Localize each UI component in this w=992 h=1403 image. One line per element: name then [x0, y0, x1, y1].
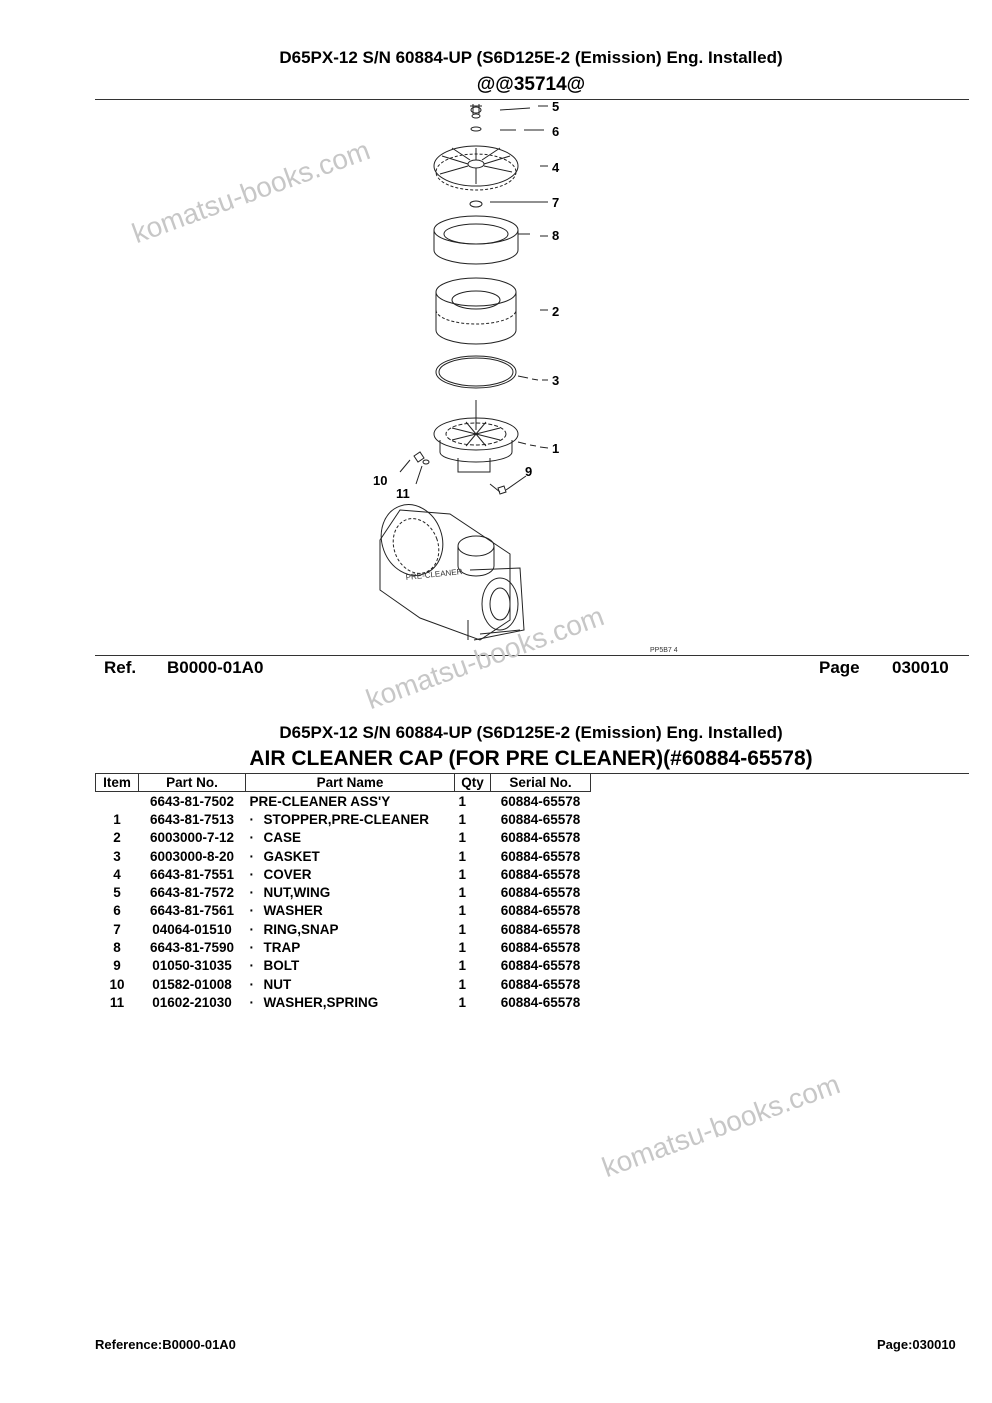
watermark: komatsu-books.com: [128, 134, 375, 250]
cell-name-text: NUT: [263, 976, 292, 992]
cell-name-text: RING,SNAP: [263, 921, 339, 937]
header-part-no: Part No.: [139, 774, 246, 792]
header-part-name: Part Name: [246, 774, 455, 792]
callout-10: 10: [373, 473, 388, 488]
exploded-parts-diagram: [340, 99, 678, 660]
page-label: Page: [819, 658, 860, 677]
bolt-part: [490, 484, 506, 494]
table-row: [96, 993, 591, 1011]
cell-serial: 60884-65578: [500, 830, 581, 846]
table-row: [96, 975, 591, 993]
ref-label: Ref.: [104, 658, 137, 677]
callout-4: 4: [552, 160, 560, 175]
footer-page: Page:030010: [877, 1337, 956, 1352]
hierarchy-dot: ·: [249, 921, 254, 937]
cell-qty: 1: [458, 976, 467, 992]
cell-part-name: [246, 829, 455, 847]
header-item: Item: [96, 774, 139, 792]
table-row: [96, 792, 591, 811]
cell-item: 10: [109, 976, 125, 992]
hierarchy-dot: ·: [249, 940, 254, 956]
watermark: komatsu-books.com: [598, 1068, 845, 1184]
callout-3: 3: [552, 373, 560, 388]
table-row: [96, 847, 591, 865]
cell-part-no: 6643-81-7590: [149, 940, 235, 956]
callout-11: 11: [396, 486, 410, 501]
cell-name-text: COVER: [263, 866, 312, 882]
section-title: AIR CLEANER CAP (FOR PRE CLEANER)(#60884-65578): [249, 747, 813, 770]
hierarchy-dot: ·: [249, 885, 254, 901]
cell-name-text: CASE: [263, 830, 302, 846]
header-serial-no: Serial No.: [491, 774, 591, 792]
cell-part-name: [246, 847, 455, 865]
wing-nut-part: [470, 104, 482, 118]
cell-serial: 60884-65578: [500, 976, 581, 992]
cell-serial: 60884-65578: [500, 793, 581, 809]
cell-qty: 1: [458, 903, 467, 919]
cell-part-name: [246, 975, 455, 993]
cell-part-name: [246, 993, 455, 1011]
cell-part-no: 6003000-8-20: [149, 848, 235, 864]
nut-washer-part: [414, 452, 429, 464]
cell-part-no: 01050-31035: [152, 958, 232, 974]
cell-name-text: TRAP: [263, 940, 301, 956]
hierarchy-dot: ·: [249, 811, 254, 827]
cell-item: 2: [113, 830, 121, 846]
cell-name-text: PRE-CLEANER ASS'Y: [249, 793, 391, 809]
callout-5: 5: [552, 99, 560, 114]
table-row: [96, 883, 591, 901]
table-row: [96, 920, 591, 938]
cell-qty: 1: [458, 830, 467, 846]
case-part: [436, 278, 516, 344]
cell-part-no: 6643-81-7551: [149, 866, 235, 882]
footer-reference: Reference:B0000-01A0: [95, 1337, 236, 1352]
cell-name-text: STOPPER,PRE-CLEANER: [263, 811, 430, 827]
hierarchy-dot: ·: [249, 830, 254, 846]
header-qty: Qty: [455, 774, 491, 792]
cell-qty: 1: [458, 793, 467, 809]
cell-part-name: [246, 883, 455, 901]
washer-part: [471, 127, 481, 131]
cell-item: 5: [113, 885, 121, 901]
hierarchy-dot: ·: [249, 848, 254, 864]
cell-part-name: [246, 938, 455, 956]
cell-item: 4: [113, 866, 121, 882]
cell-qty: 1: [458, 885, 467, 901]
cell-name-text: GASKET: [263, 848, 320, 864]
cell-qty: 1: [458, 811, 467, 827]
stopper-part: [434, 400, 518, 472]
body-label: PRE-CLEANER: [405, 567, 463, 582]
cell-part-no: 6643-81-7561: [149, 903, 235, 919]
table-row: [96, 902, 591, 920]
callout-9: 9: [525, 464, 533, 479]
callout-1: 1: [552, 441, 560, 456]
cell-item: 3: [113, 848, 121, 864]
cell-part-no: 6643-81-7572: [149, 885, 235, 901]
callout-7: 7: [552, 195, 560, 210]
table-row: [96, 957, 591, 975]
hierarchy-dot: ·: [249, 866, 254, 882]
cell-item: 6: [113, 903, 121, 919]
cell-qty: 1: [458, 958, 467, 974]
table-row: [96, 865, 591, 883]
cell-part-no: 04064-01510: [152, 921, 232, 937]
hierarchy-dot: ·: [249, 994, 254, 1010]
cell-serial: 60884-65578: [500, 994, 581, 1010]
cell-serial: 60884-65578: [500, 940, 581, 956]
page-value: 030010: [892, 658, 949, 677]
callout-8: 8: [552, 228, 560, 243]
trap-part: [434, 216, 518, 264]
page-header-model: D65PX-12 S/N 60884-UP (S6D125E-2 (Emission) Eng. Installed): [279, 48, 783, 67]
cell-name-text: NUT,WING: [263, 885, 331, 901]
cover-part: [434, 146, 518, 190]
gasket-part: [436, 356, 516, 388]
table-row: [96, 829, 591, 847]
cell-part-name: [246, 957, 455, 975]
page-header-code: @@35714@: [476, 74, 586, 95]
parts-table: [95, 774, 591, 1012]
cell-part-no: 01602-21030: [152, 994, 232, 1010]
cell-serial: 60884-65578: [500, 958, 581, 974]
cell-qty: 1: [458, 940, 467, 956]
cell-qty: 1: [458, 866, 467, 882]
cell-item: 11: [109, 994, 125, 1010]
cell-serial: 60884-65578: [500, 885, 581, 901]
hierarchy-dot: ·: [249, 976, 254, 992]
table-row: [96, 810, 591, 828]
figure-code: PP5B7 4: [650, 647, 678, 654]
cell-qty: 1: [458, 994, 467, 1010]
cell-qty: 1: [458, 921, 467, 937]
watermark: komatsu-books.com: [362, 600, 609, 716]
cell-serial: 60884-65578: [500, 903, 581, 919]
cell-part-no: 01582-01008: [152, 976, 232, 992]
cell-name-text: BOLT: [263, 958, 300, 974]
cell-part-name: [246, 902, 455, 920]
cell-item: 7: [113, 921, 121, 937]
cell-name-text: WASHER,SPRING: [263, 994, 379, 1010]
ref-value: B0000-01A0: [167, 658, 264, 677]
cell-part-no: 6643-81-7513: [149, 811, 235, 827]
cell-item: 1: [113, 811, 121, 827]
hierarchy-dot: ·: [249, 903, 254, 919]
cell-item: 9: [113, 958, 121, 974]
cell-part-name: [246, 865, 455, 883]
cell-qty: 1: [458, 848, 467, 864]
callout-6: 6: [552, 124, 560, 139]
cell-part-name: [246, 920, 455, 938]
hierarchy-dot: ·: [249, 958, 254, 974]
cell-serial: 60884-65578: [500, 848, 581, 864]
cell-part-no: 6003000-7-12: [149, 830, 235, 846]
cell-item: [96, 792, 139, 811]
cell-part-name: [246, 810, 455, 828]
cell-name-text: WASHER: [263, 903, 323, 919]
cell-serial: 60884-65578: [500, 921, 581, 937]
snap-ring-part: [470, 201, 482, 207]
cell-part-no: 6643-81-7502: [149, 793, 235, 809]
cell-serial: 60884-65578: [500, 811, 581, 827]
cell-item: 8: [113, 940, 121, 956]
table-row: [96, 938, 591, 956]
section-model-line: D65PX-12 S/N 60884-UP (S6D125E-2 (Emission) Eng. Installed): [279, 723, 783, 742]
cell-serial: 60884-65578: [500, 866, 581, 882]
table-header-row: [96, 774, 591, 792]
cell-part-name: [246, 792, 455, 811]
callout-2: 2: [552, 304, 560, 319]
